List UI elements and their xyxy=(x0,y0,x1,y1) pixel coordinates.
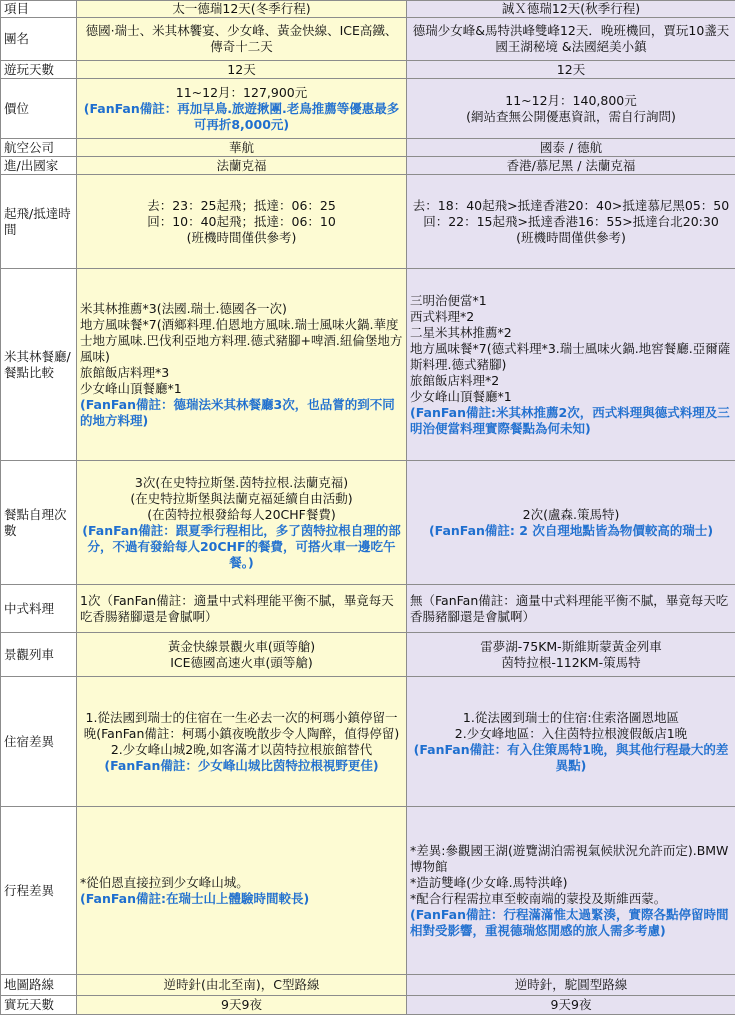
table-row xyxy=(1,585,735,633)
fanfan-note: (FanFan備註：德瑞法米其林餐廳3次，也品嘗的到不同的地方料理) xyxy=(80,396,395,428)
cell-line: 2.少女峰山城2晚,如客滿才以茵特拉根旅館替代 xyxy=(110,741,373,757)
cell-line: 二星米其林推薦*2 xyxy=(410,324,512,340)
tour-a-cell xyxy=(77,996,407,1015)
cell-line: *配合行程需拉車至較南端的蒙投及斯維西蒙。 xyxy=(410,890,667,906)
table-row xyxy=(1,269,735,461)
table-row xyxy=(1,461,735,585)
cell-line: *差異:參觀國王湖(遊覽湖泊需視氣候狀況允許而定).BMW博物館 xyxy=(410,842,729,874)
cell-line: ICE德國高速火車(頭等艙) xyxy=(170,654,313,670)
table-header-row xyxy=(1,1,735,18)
cell-line: 12天 xyxy=(227,61,256,77)
cell-line: 旅館飯店料理*3 xyxy=(80,364,170,380)
cell-line: 11~12月：140,800元 xyxy=(505,92,637,108)
tour-a-cell xyxy=(77,585,407,633)
table-row xyxy=(1,996,735,1015)
tour-b-cell xyxy=(407,633,735,677)
tour-b-cell xyxy=(407,18,735,61)
row-label: 實玩天數 xyxy=(1,996,77,1015)
tour-b-cell xyxy=(407,585,735,633)
fanfan-note: (FanFan備註：行程滿滿惟太過緊湊，實際各點停留時間相對受影響，重視德瑞悠閒感的旅人需多考慮) xyxy=(410,906,729,938)
cell-line: 西式料理*2 xyxy=(410,308,475,324)
table-row xyxy=(1,975,735,996)
tour-a-cell xyxy=(77,269,407,461)
cell-line: 茵特拉根-112KM-策馬特 xyxy=(501,654,641,670)
cell-line: 三明治便當*1 xyxy=(410,292,487,308)
tour-a-cell xyxy=(77,461,407,585)
cell-line: 9天9夜 xyxy=(221,997,262,1012)
tour-b-cell xyxy=(407,157,735,175)
row-label: 地圖路線 xyxy=(1,975,77,996)
tour-a-cell xyxy=(77,139,407,157)
tour-a-cell xyxy=(77,633,407,677)
row-label: 價位 xyxy=(1,79,77,139)
cell-line: 逆時針(由北至南)，C型路線 xyxy=(163,977,320,992)
fanfan-note: (FanFan備註:在瑞士山上體驗時間較長) xyxy=(80,890,310,906)
cell-line: 11~12月：127,900元 xyxy=(175,84,308,100)
fanfan-note: (FanFan備註：有入住策馬特1晚，與其他行程最大的差異點) xyxy=(413,741,729,773)
cell-line: (在茵特拉根發給每人20CHF餐費) xyxy=(147,506,336,522)
row-label: 團名 xyxy=(1,18,77,61)
tour-b-cell xyxy=(407,79,735,139)
row-label: 進/出國家 xyxy=(1,157,77,175)
tour-b-cell xyxy=(407,677,735,807)
tour-b-cell xyxy=(407,975,735,996)
table-row xyxy=(1,175,735,269)
row-label: 行程差異 xyxy=(1,807,77,975)
tour-b-cell xyxy=(407,996,735,1015)
fanfan-note: (FanFan備註:米其林推薦2次，西式料理與德式料理及三明治便當料理實際餐點為何未知) xyxy=(410,404,730,436)
tour-a-cell xyxy=(77,175,407,269)
cell-line: 回：10：40起飛；抵達：06：10 xyxy=(147,213,336,229)
row-label: 米其林餐廳/餐點比較 xyxy=(1,269,77,461)
cell-line: 去：18：40起飛>抵達香港20：40>抵達慕尼黑05：50 xyxy=(412,197,730,213)
cell-line: 少女峰山頂餐廳*1 xyxy=(80,380,182,396)
cell-line: 回：22：15起飛>抵達香港16：55>抵達台北20:30 xyxy=(423,213,719,229)
cell-line: (班機時間僅供參考) xyxy=(516,229,626,245)
fanfan-note: (FanFan備註：跟夏季行程相比，多了茵特拉根自理的部分，不過有發給每人20CHF的餐費，可搭火車一邊吃午餐。) xyxy=(82,522,401,570)
cell-line: 3次(在史特拉斯堡.茵特拉根.法蘭克福) xyxy=(134,474,349,490)
tour-a-cell xyxy=(77,157,407,175)
cell-line: *從伯恩直接拉到少女峰山城。 xyxy=(80,874,249,890)
cell-line: 少女峰山頂餐廳*1 xyxy=(410,388,512,404)
table-row xyxy=(1,139,735,157)
table-row xyxy=(1,633,735,677)
cell-line: 逆時針，駝圓型路線 xyxy=(514,977,628,992)
table-row xyxy=(1,79,735,139)
table-row xyxy=(1,807,735,975)
cell-line: 1.從法國到瑞士的住宿:住索洛圖恩地區 xyxy=(462,709,680,725)
row-label: 中式料理 xyxy=(1,585,77,633)
cell-line: 華航 xyxy=(228,139,254,155)
row-label: 航空公司 xyxy=(1,139,77,157)
header-label-cell: 項目 xyxy=(1,1,77,18)
cell-line: 雷夢湖-75KM-斯維斯蒙黃金列車 xyxy=(480,638,662,654)
tour-a-cell xyxy=(77,807,407,975)
fanfan-note: (FanFan備註: 2 次自理地點皆為物價較高的瑞士) xyxy=(428,522,714,538)
cell-line: 國泰 / 德航 xyxy=(539,139,603,155)
cell-line: 德瑞少女峰&馬特洪峰雙峰12天．晚班機回，賈玩10盞天 國王湖秘境 &法國絕美小鎮 xyxy=(412,23,730,54)
tour-a-cell xyxy=(77,61,407,79)
table-row xyxy=(1,61,735,79)
row-label: 住宿差異 xyxy=(1,677,77,807)
cell-line: 無（FanFan備註：適量中式料理能平衡不膩，畢竟每天吃香腸豬腳還是會膩啊） xyxy=(410,592,729,624)
cell-line: 12天 xyxy=(556,61,586,77)
header-tour-a-cell: 太一德瑞12天(冬季行程) xyxy=(77,1,407,18)
tour-b-cell xyxy=(407,807,735,975)
cell-line: (班機時間僅供參考) xyxy=(186,229,297,245)
cell-line: 9天9夜 xyxy=(550,997,592,1012)
cell-line: 1.從法國到瑞士的住宿在一生必去一次的柯瑪小鎮停留一晚(FanFan備註：柯瑪小鎮夜晚散步令人陶醉，值得停留) xyxy=(83,709,400,741)
cell-line: 地方風味餐*7(酒鄉料理.伯恩地方風味.瑞士風味火鍋.華度士地方風味.巴伐利亞地方料理.德式豬腳+啤酒.紐倫堡地方風味) xyxy=(80,316,403,364)
tour-b-cell xyxy=(407,139,735,157)
fanfan-note: (FanFan備註：少女峰山城比茵特拉根視野更佳) xyxy=(104,757,379,773)
cell-line: 旅館飯店料理*2 xyxy=(410,372,500,388)
tour-b-cell xyxy=(407,175,735,269)
cell-line: 2.少女峰地區：入住茵特拉根渡假飯店1晚 xyxy=(454,725,688,741)
cell-line: 米其林推薦*3(法國.瑞士.德國各一次) xyxy=(80,300,287,316)
table-row xyxy=(1,157,735,175)
cell-line: 2次(盧森.策馬特) xyxy=(522,506,620,522)
row-label: 遊玩天數 xyxy=(1,61,77,79)
table-row xyxy=(1,18,735,61)
cell-line: 1次（FanFan備註：適量中式料理能平衡不膩，畢竟每天吃香腸豬腳還是會膩啊） xyxy=(80,592,394,624)
table-row xyxy=(1,677,735,807)
cell-line: (在史特拉斯堡與法蘭克福延續自由活動) xyxy=(130,490,353,506)
row-label: 起飛/抵達時間 xyxy=(1,175,77,269)
tour-b-cell xyxy=(407,461,735,585)
cell-line: 香港/慕尼黑 / 法蘭克福 xyxy=(506,157,636,173)
tour-a-cell xyxy=(77,677,407,807)
header-tour-b-cell: 誠Ｘ德瑞12天(秋季行程) xyxy=(407,1,735,18)
cell-line: 德國·瑞士、米其林饗宴、少女峰、黃金快線、ICE高鐵、傳奇十二天 xyxy=(85,23,398,54)
tour-a-cell xyxy=(77,18,407,61)
fanfan-note: (FanFan備註：再加早鳥.旅遊揪團.老鳥推薦等優惠最多可再折8,000元) xyxy=(83,100,400,132)
tour-b-cell xyxy=(407,269,735,461)
cell-line: *造訪雙峰(少女峰.馬特洪峰) xyxy=(410,874,568,890)
tour-a-cell xyxy=(77,79,407,139)
cell-line: (網站查無公開優惠資訊，需自行詢問) xyxy=(466,108,676,124)
cell-line: 法蘭克福 xyxy=(216,157,267,173)
tour-a-cell xyxy=(77,975,407,996)
row-label: 餐點自理次數 xyxy=(1,461,77,585)
tour-b-cell xyxy=(407,61,735,79)
row-label: 景觀列車 xyxy=(1,633,77,677)
cell-line: 黃金快線景觀火車(頭等艙) xyxy=(167,638,316,654)
cell-line: 地方風味餐*7(德式料理*3.瑞士風味火鍋.地窖餐廳.亞爾薩斯料理.德式豬腳) xyxy=(410,340,731,372)
cell-line: 去：23：25起飛；抵達：06：25 xyxy=(147,197,336,213)
